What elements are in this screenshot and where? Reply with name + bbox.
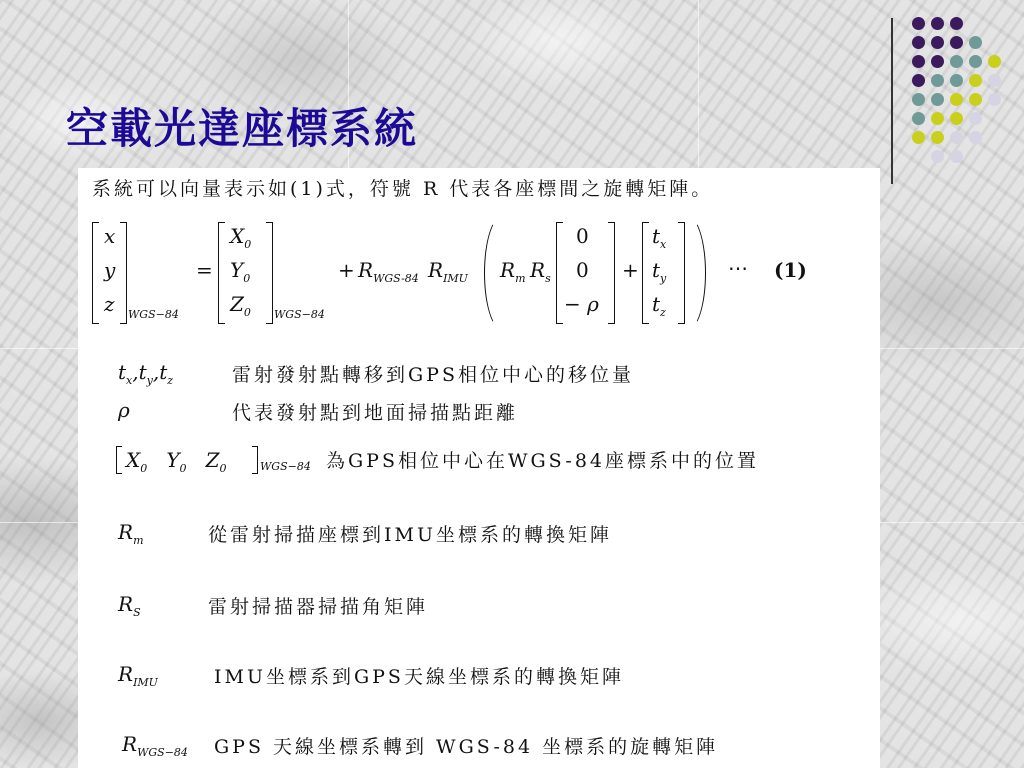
plus-sign: +: [338, 258, 355, 282]
content-panel: [78, 168, 880, 768]
decorative-dot: [931, 74, 944, 87]
lhs-y: y: [104, 258, 116, 282]
sym-r: R: [118, 592, 134, 616]
definition-symbol: [118, 360, 174, 387]
origin-subscript: WGS−84: [274, 308, 325, 321]
sym-sub: 0: [179, 462, 187, 475]
t-z: t: [652, 292, 661, 316]
decorative-dot: [950, 55, 963, 68]
sym-t: t: [118, 360, 127, 384]
r-s: R: [530, 258, 546, 282]
equation-number: (1): [774, 258, 807, 282]
decorative-dot: [950, 74, 963, 87]
lhs-x: x: [104, 224, 116, 248]
decorative-dot: [912, 55, 925, 68]
r-imu: R: [428, 258, 444, 282]
definition-text: IMU坐標系到GPS天線坐標系的轉換矩陣: [214, 666, 624, 688]
decorative-dot: [969, 131, 982, 144]
sym-sub: m: [133, 534, 144, 547]
definition-symbol: [118, 520, 144, 547]
definition-text: 雷射發射點轉移到GPS相位中心的移位量: [232, 364, 634, 386]
decorative-dot: [912, 93, 925, 106]
origin-x-sub: 0: [244, 238, 252, 251]
lhs-z: z: [104, 292, 115, 316]
definition-text: 從雷射掃描座標到IMU坐標系的轉換矩陣: [208, 524, 612, 546]
rho-vector-1: 0: [576, 258, 589, 282]
sym-y: Y: [166, 448, 180, 472]
definition-text: GPS 天線坐標系轉到 WGS-84 坐標系的旋轉矩陣: [214, 736, 719, 758]
r-wgs-sub: WGS-84: [373, 272, 419, 285]
sym-r: R: [122, 732, 138, 756]
sym-sub: z: [167, 374, 174, 387]
decorative-dot: [969, 74, 982, 87]
decorative-dot: [931, 112, 944, 125]
ellipsis: ⋯: [728, 256, 748, 280]
r-s-sub: s: [545, 272, 551, 285]
decorative-dot: [931, 131, 944, 144]
sym-t: ,t: [152, 360, 168, 384]
decorative-dot: [931, 150, 944, 163]
decorative-dot: [950, 93, 963, 106]
decorative-dot: [950, 112, 963, 125]
definitions-list: [78, 168, 880, 768]
decorative-dot: [969, 55, 982, 68]
decorative-dot: [988, 55, 1001, 68]
rho-vector-0: 0: [576, 224, 589, 248]
definition-symbol: [122, 732, 188, 759]
sym-r: R: [118, 520, 134, 544]
r-wgs: R: [358, 258, 374, 282]
decorative-dot: [912, 112, 925, 125]
decorative-divider: [891, 18, 893, 184]
decorative-dot: [931, 93, 944, 106]
sym-sub: 0: [140, 462, 148, 475]
decorative-dot: [969, 112, 982, 125]
decorative-dot: [950, 131, 963, 144]
t-z-sub: z: [660, 306, 666, 319]
decorative-dot: [969, 93, 982, 106]
sym-r: R: [118, 662, 134, 686]
intro-text: 系統可以向量表示如(1)式，符號 R 代表各座標間之旋轉矩陣。: [92, 178, 714, 200]
decorative-dot: [988, 93, 1001, 106]
slide-title: 空載光達座標系統: [66, 104, 419, 153]
decorative-dot: [912, 36, 925, 49]
definition-text: 雷射掃描器掃描角矩陣: [208, 596, 429, 618]
row-vector-bracket: [252, 446, 258, 474]
t-y-sub: y: [660, 272, 667, 285]
sym-x: X: [126, 448, 141, 472]
r-m: R: [500, 258, 516, 282]
decorative-dot: [931, 55, 944, 68]
t-x: t: [652, 224, 661, 248]
sym-sub: S: [133, 606, 141, 619]
origin-y-sub: 0: [243, 272, 251, 285]
decorative-dot: [931, 36, 944, 49]
sym-sub: y: [146, 374, 153, 387]
sym-sub: 0: [219, 462, 227, 475]
t-y: t: [652, 258, 661, 282]
decorative-dot: [950, 150, 963, 163]
definition-subscript: WGS−84: [260, 460, 311, 473]
origin-y: Y: [230, 258, 244, 282]
definition-text: 為GPS相位中心在WGS-84座標系中的位置: [326, 450, 759, 472]
origin-x: X: [230, 224, 245, 248]
definition-symbol: ρ: [118, 398, 130, 422]
definition-text: 代表發射點到地面掃描點距離: [232, 402, 519, 424]
lhs-subscript: WGS−84: [128, 308, 179, 321]
origin-z: Z: [230, 292, 244, 316]
decorative-dot: [912, 17, 925, 30]
decorative-dot: [912, 74, 925, 87]
r-m-sub: m: [515, 272, 526, 285]
origin-z-sub: 0: [243, 306, 251, 319]
decorative-dot: [988, 74, 1001, 87]
sym-sub: IMU: [133, 676, 158, 689]
sym-t: ,t: [132, 360, 147, 384]
plus-sign-2: +: [622, 258, 639, 282]
decorative-dot: [912, 131, 925, 144]
sym-z: Z: [205, 448, 220, 472]
row-vector-bracket: [116, 446, 122, 474]
decorative-dot: [931, 17, 944, 30]
decorative-dot: [950, 17, 963, 30]
definition-symbol: [126, 448, 227, 475]
decorative-dot: [969, 36, 982, 49]
equals-sign: =: [196, 258, 213, 282]
r-imu-sub: IMU: [443, 272, 468, 285]
rho-vector-2: − ρ: [564, 292, 599, 316]
definition-symbol: [118, 662, 158, 689]
sym-sub: x: [126, 374, 133, 387]
sym-sub: WGS−84: [137, 746, 188, 759]
decorative-dot: [950, 36, 963, 49]
t-x-sub: x: [660, 238, 667, 251]
definition-symbol: [118, 592, 141, 619]
